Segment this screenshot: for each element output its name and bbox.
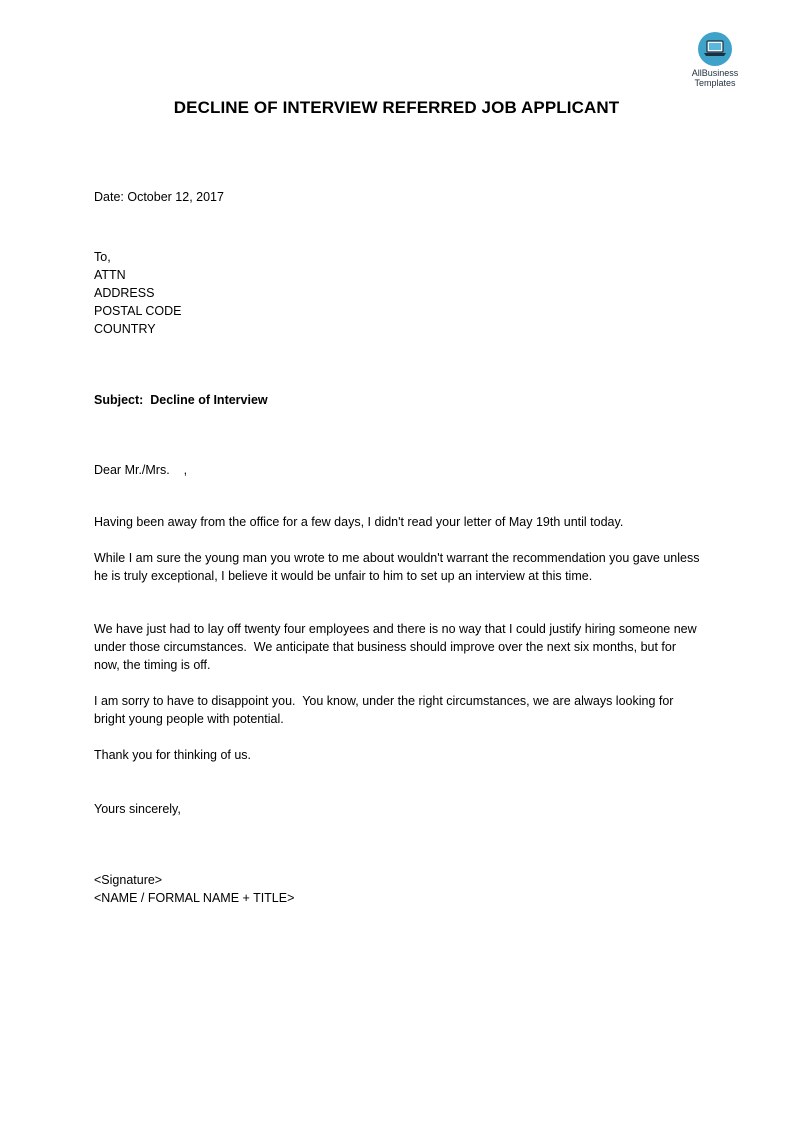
name-title-placeholder: <NAME / FORMAL NAME + TITLE> [94, 891, 295, 905]
recipient-country: COUNTRY [94, 322, 156, 336]
logo-text-line1: AllBusiness [691, 68, 739, 78]
signature-placeholder: <Signature> [94, 873, 163, 887]
body-paragraph-1: Having been away from the office for a few days, I didn't read your letter of May 19th until today. [94, 515, 624, 529]
letter-date: Date: October 12, 2017 [94, 190, 224, 204]
page-title: DECLINE OF INTERVIEW REFERRED JOB APPLICANT [173, 98, 620, 117]
brand-logo [684, 32, 746, 88]
letter-salutation: Dear Mr./Mrs. , [94, 463, 188, 477]
recipient-to: To, [94, 250, 111, 264]
letter-subject: Subject: Decline of Interview [94, 393, 268, 407]
laptop-icon [698, 32, 732, 66]
body-paragraph-4: I am sorry to have to disappoint you. You know, under the right circumstances, we are always looking for bright young people with potential. [94, 694, 677, 726]
body-paragraph-3: We have just had to lay off twenty four employees and there is no way that I could justify hiring someone new under those circumstances. We anticipate that business should improve over the next six months, but for now, the timing is off. [94, 622, 701, 672]
letter-closing: Yours sincerely, [94, 802, 181, 816]
body-paragraph-2: While I am sure the young man you wrote to me about wouldn't warrant the recommendation you gave unless he is truly exceptional, I believe it would be unfair to him to set up an interview at this time. [94, 551, 700, 583]
recipient-address: ADDRESS [94, 286, 155, 300]
recipient-attn: ATTN [94, 268, 126, 282]
body-paragraph-5: Thank you for thinking of us. [94, 748, 252, 762]
logo-text-line2: Templates [694, 78, 736, 88]
recipient-postal-code: POSTAL CODE [94, 304, 182, 318]
